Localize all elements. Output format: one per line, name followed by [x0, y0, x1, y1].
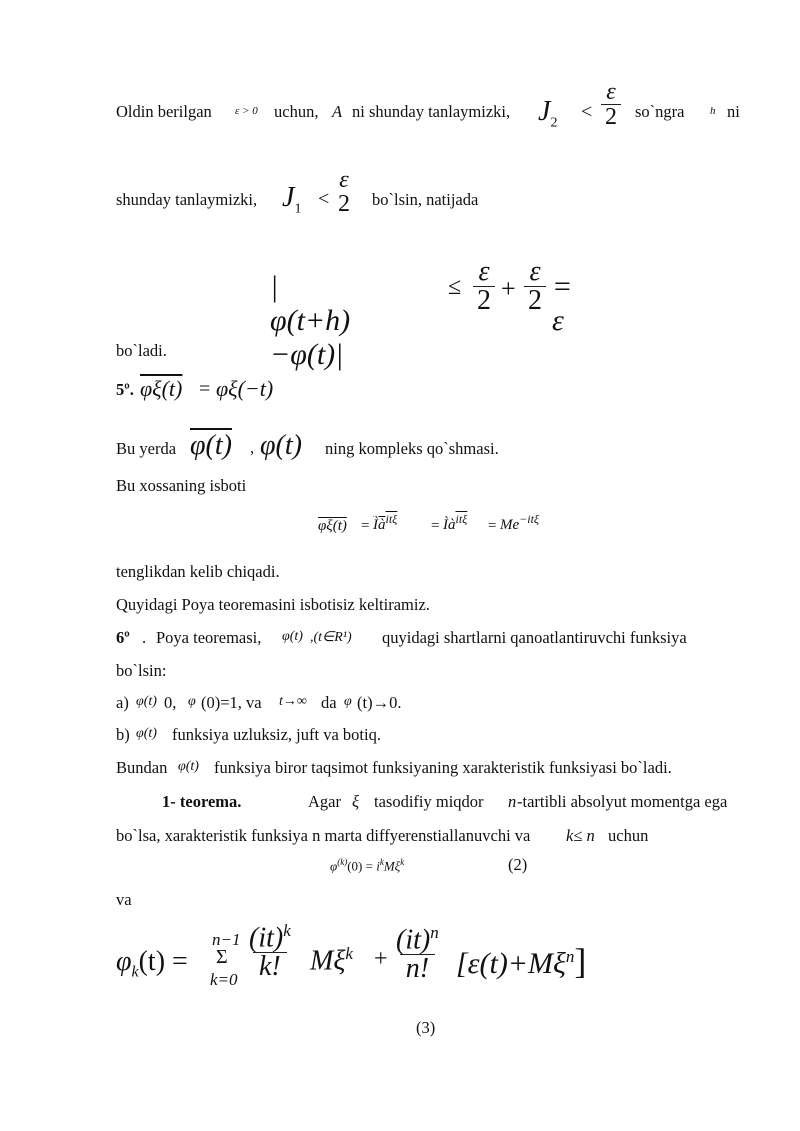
eq3-sum: Σ: [216, 946, 228, 968]
formula1-plus: +: [501, 274, 516, 303]
formula2-eq-3: =: [488, 518, 497, 534]
formula2-term-1: $Ìà^{it\xi}$: [373, 512, 398, 533]
J2-symbol: $J_2$: [538, 96, 558, 131]
prop5-label: 5º.: [116, 380, 134, 399]
var-A: A: [332, 102, 343, 121]
phi-t: φ(t): [260, 430, 302, 461]
kompleks-text: ning kompleks qo`shmasi.: [325, 439, 499, 458]
eq3-sum-bot: k=0: [210, 970, 238, 989]
theorem-line2-a: bo`lsa, xarakteristik funksiya n marta diffyerenstiallanuvchi va: [116, 826, 531, 845]
theorem-text-b: tasodifiy miqdor: [374, 792, 484, 811]
line2-text-a: shunday tanlaymizki,: [116, 190, 258, 209]
formula2-term-2: $Ìà^{\overline{it\xi}}$: [443, 512, 468, 533]
poya-intro: Quyidagi Poya teoremasini isbotisiz keltiramiz.: [116, 595, 430, 614]
bundan-phi: φ(t): [178, 759, 199, 774]
prop5-rhs: φξ(−t): [216, 376, 274, 401]
eps-over-2-b: ε 2: [338, 167, 350, 217]
prop6-text-a: Poya teoremasi,: [156, 628, 262, 647]
cond-a-arrow: t→∞: [279, 694, 307, 709]
eq3-lhs: $\varphi_k(t)$ =: [116, 946, 188, 981]
theorem-title: 1- teorema.: [162, 792, 242, 811]
comma: ,: [250, 438, 255, 457]
bu-yerda-text: Bu yerda: [116, 439, 177, 458]
formula2-eq-1: =: [361, 518, 370, 534]
tenglikdan: tenglikdan kelib chiqadi.: [116, 562, 280, 581]
formula2-lhs: φξ(t): [318, 518, 347, 534]
formula2-term-3: $Me^{-it\xi}$: [500, 512, 540, 533]
bundan-line: [116, 758, 742, 780]
theorem-text-a: Agar: [308, 792, 341, 811]
xossa-isboti: Bu xossaning isboti: [116, 476, 247, 495]
formula1-frac-1: $\frac{\varepsilon}{2}$: [473, 258, 495, 315]
cond-b-phi: φ(t): [136, 726, 157, 741]
bu-yerda-line: [116, 432, 616, 468]
cond-b-label: b): [116, 725, 130, 744]
va: va: [116, 890, 132, 909]
bundan-text-b: funksiya biror taqsimot funksiyaning xarakteristik funksiyasi bo`ladi.: [214, 758, 672, 777]
line1-text-c: ni shunday tanlaymizki,: [352, 102, 511, 121]
theorem-line-2: [116, 826, 742, 848]
var-h: h: [710, 105, 716, 117]
condition-a: [116, 693, 516, 715]
J1-symbol: $J_1$: [282, 182, 302, 217]
theorem-n: n: [508, 792, 517, 811]
condition-b: [116, 725, 516, 747]
bundan-text-a: Bundan: [116, 758, 168, 777]
cond-a-phi0: φ: [188, 694, 196, 709]
formula-derivative: [330, 853, 570, 877]
formula1-le: ≤: [448, 274, 462, 300]
formula2-eq-2: =: [431, 518, 440, 534]
line1-text-d: so`ngra: [635, 102, 685, 121]
eq2-label: (2): [508, 855, 528, 874]
cond-a-t4: (t)→0.: [357, 693, 402, 712]
cond-a-t1: 0,: [164, 693, 177, 712]
eq3-bracket: $[\varepsilon(t)+M\xi^n]$: [456, 941, 587, 981]
theorem-line2-b: uchun: [608, 826, 649, 845]
cond-a-phi2: φ: [344, 694, 352, 709]
theorem-line-1: [116, 792, 742, 814]
prop6-cond: ,(t∈R¹): [310, 630, 352, 645]
eq3-sum-top: n−1: [212, 930, 241, 949]
line1-text-e: ni: [727, 102, 740, 121]
eps-over-2-a: $\frac{\varepsilon}{2}$: [601, 80, 621, 129]
eq3-plus: +: [374, 946, 388, 972]
cond-a-label: a): [116, 693, 129, 712]
eq3-label: (3): [416, 1018, 436, 1037]
phi-bar: φ(t): [190, 430, 232, 461]
line2-text-b: bo`lsin, natijada: [372, 190, 479, 209]
eq3-m1: $M\xi^k$: [310, 944, 353, 977]
cond-b-text: funksiya uzluksiz, juft va botiq.: [172, 725, 381, 744]
cond-a-t2: (0)=1, va: [201, 693, 262, 712]
prop5-eq: =: [199, 378, 211, 400]
prop6-text-b: quyidagi shartlarni qanoatlantiruvchi funksiya: [382, 628, 687, 647]
theorem-xi: ξ: [352, 792, 360, 811]
prop6-label: 6º: [116, 628, 130, 647]
formula1-frac-2: $\frac{\varepsilon}{2}$: [524, 258, 546, 315]
property-6: [116, 628, 742, 650]
eq3-frac-2: $\frac{(it)^n}{n!}$: [396, 923, 439, 985]
boladi: bo`ladi.: [116, 341, 167, 360]
less-than: <: [581, 101, 593, 123]
line1-text-a: Oldin berilgan: [116, 102, 212, 121]
eq2-lhs: $\varphi^{(k)}(0) = i^kM\xi^k$: [330, 857, 405, 874]
prop6-phi: φ(t): [282, 629, 303, 644]
prop5-lhs: φξ(t): [140, 376, 183, 401]
less-than-2: <: [318, 188, 330, 210]
property-5: [116, 376, 416, 406]
epsilon-condition: ε > 0: [235, 105, 258, 117]
line1-text-b: uchun,: [274, 102, 319, 121]
formula-taylor: [116, 920, 616, 1010]
theorem-text-c: -tartibli absolyut momentga ega: [517, 792, 728, 811]
cond-a-t3: da: [321, 693, 337, 712]
eq3-frac-1: $\frac{(it)^k}{k!}$: [249, 921, 291, 983]
formula1-lhs: |φ(t+h)−φ(t)|: [270, 270, 351, 371]
cond-a-phi: φ(t): [136, 694, 157, 709]
prop6-dot: .: [142, 628, 147, 647]
formula1-eq: = ε: [552, 270, 573, 337]
bolsin: bo`lsin:: [116, 661, 167, 680]
theorem-kn: k≤ n: [566, 826, 595, 845]
